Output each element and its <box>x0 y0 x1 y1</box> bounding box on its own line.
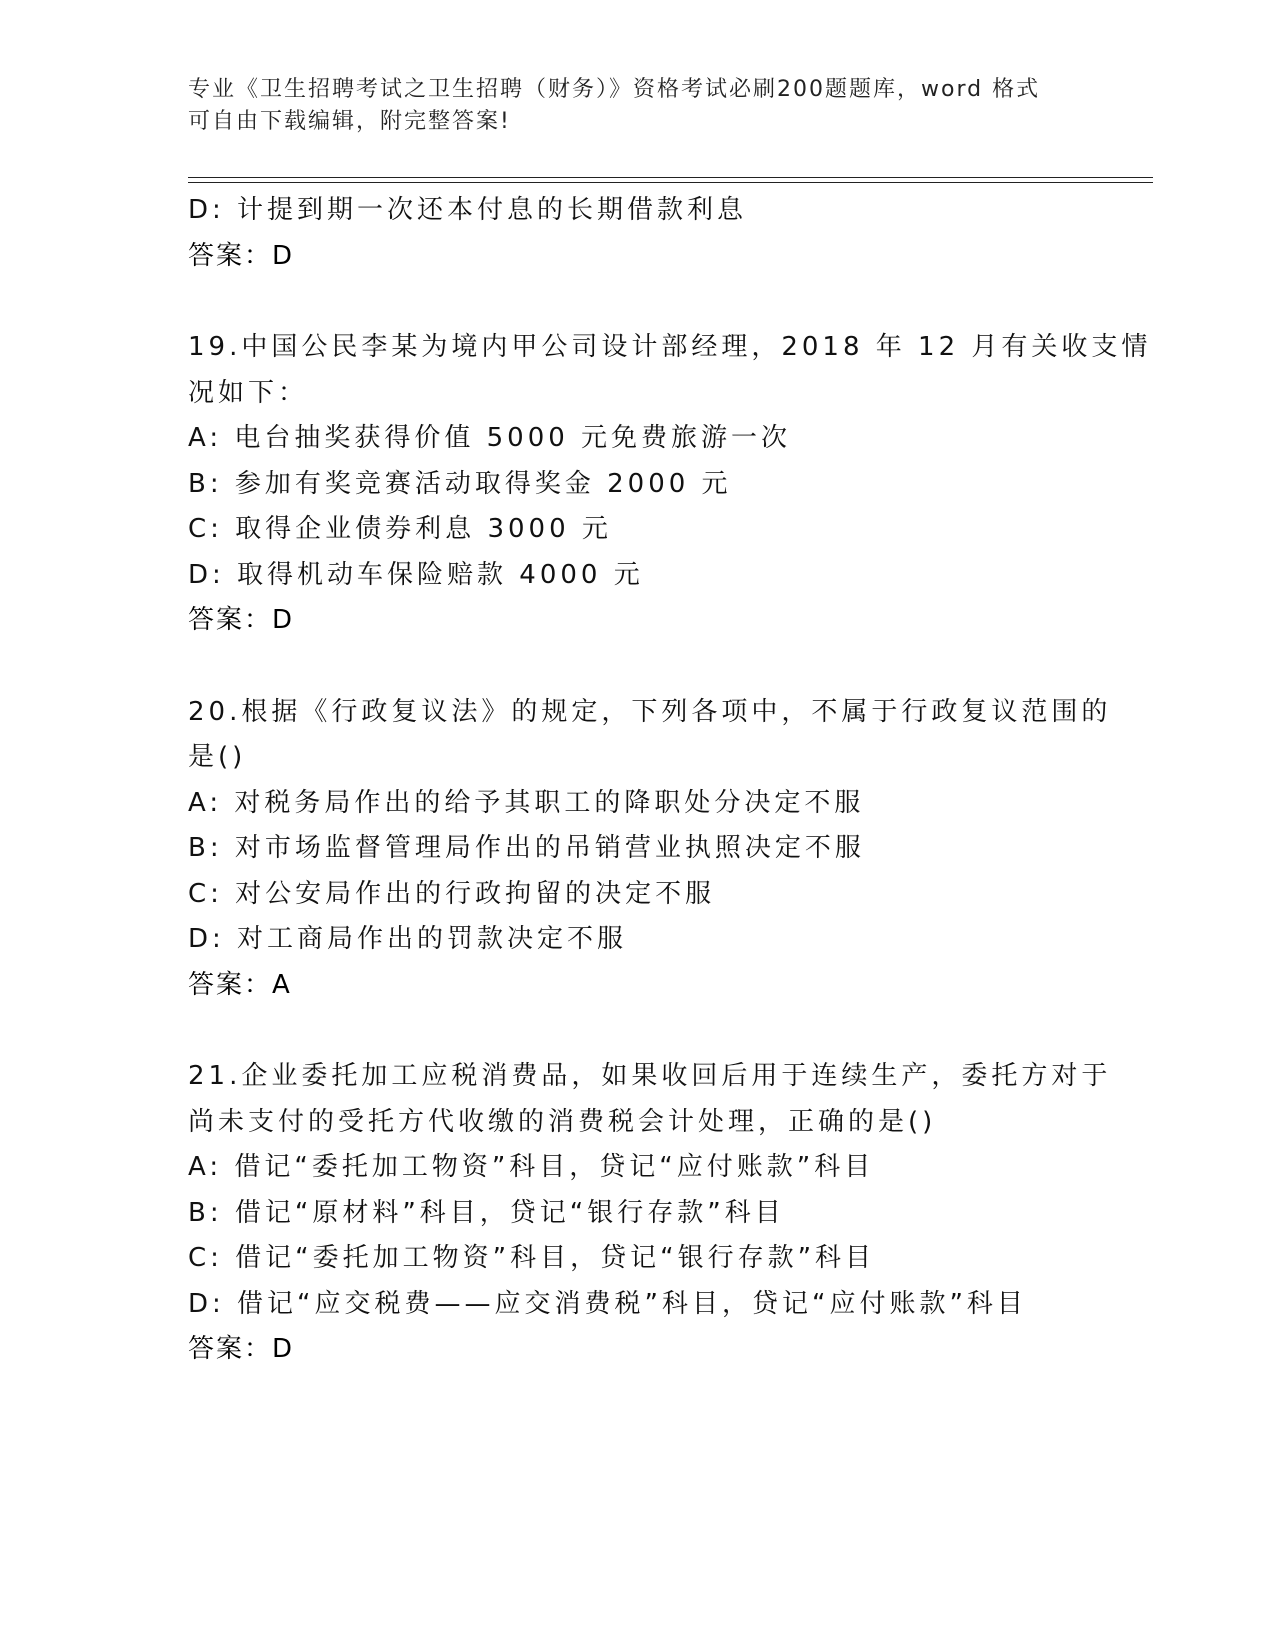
option-d: D: 计提到期一次还本付息的长期借款利息 <box>188 195 748 225</box>
option-c: C: 借记“委托加工物资”科目，贷记“银行存款”科目 <box>188 1243 876 1273</box>
header-rule-top <box>188 177 1153 178</box>
option-b: B: 对市场监督管理局作出的吊销营业执照决定不服 <box>188 833 865 863</box>
question-stem-line: 况如下： <box>188 377 309 408</box>
option-b: B: 参加有奖竞赛活动取得奖金 2000 元 <box>188 468 732 499</box>
option-a: A: 电台抽奖获得价值 5000 元免费旅游一次 <box>188 423 792 453</box>
question-stem-line: 20.根据《行政复议法》的规定，下列各项中，不属于行政复议范围的 <box>188 696 1112 727</box>
question-block-21 <box>188 1054 1148 1373</box>
answer-line: 答案：D <box>188 1334 295 1364</box>
header-rule-bottom <box>188 182 1153 183</box>
question-stem-line: 尚未支付的受托方代收缴的消费税会计处理，正确的是() <box>188 1106 937 1137</box>
option-a: A: 借记“委托加工物资”科目，贷记“应付账款”科目 <box>188 1152 875 1182</box>
option-d: D: 借记“应交税费——应交消费税”科目，贷记“应付账款”科目 <box>188 1288 1027 1319</box>
spacer <box>188 644 1148 690</box>
answer-line: 答案：D <box>188 605 295 635</box>
question-block-19 <box>188 325 1152 644</box>
question-stem-line: 是() <box>188 742 247 772</box>
option-a: A: 对税务局作出的给予其职工的降职处分决定不服 <box>188 787 865 818</box>
spacer <box>188 1008 1148 1054</box>
answer-line: 答案：D <box>188 240 295 271</box>
answer-line: 答案：A <box>188 969 292 1000</box>
option-c: C: 取得企业债券利息 3000 元 <box>188 514 612 544</box>
spacer <box>188 279 1148 325</box>
option-d: D: 取得机动车保险赔款 4000 元 <box>188 559 644 590</box>
question-stem-line: 19.中国公民李某为境内甲公司设计部经理，2018 年 12 月有关收支情 <box>188 332 1152 362</box>
question-block-18-continued <box>188 188 1148 279</box>
question-block-20 <box>188 690 1148 1009</box>
page-header <box>188 74 1088 138</box>
option-c: C: 对公安局作出的行政拘留的决定不服 <box>188 878 716 909</box>
question-stem-line: 21.企业委托加工应税消费品，如果收回后用于连续生产，委托方对于 <box>188 1061 1112 1091</box>
header-line-1: 专业《卫生招聘考试之卫生招聘（财务）》资格考试必刷200题题库，word 格式 <box>188 77 1041 102</box>
header-line-2: 可自由下载编辑，附完整答案! <box>188 109 511 134</box>
option-b: B: 借记“原材料”科目，贷记“银行存款”科目 <box>188 1197 785 1228</box>
question-content <box>188 188 1152 1373</box>
option-d: D: 对工商局作出的罚款决定不服 <box>188 924 628 954</box>
